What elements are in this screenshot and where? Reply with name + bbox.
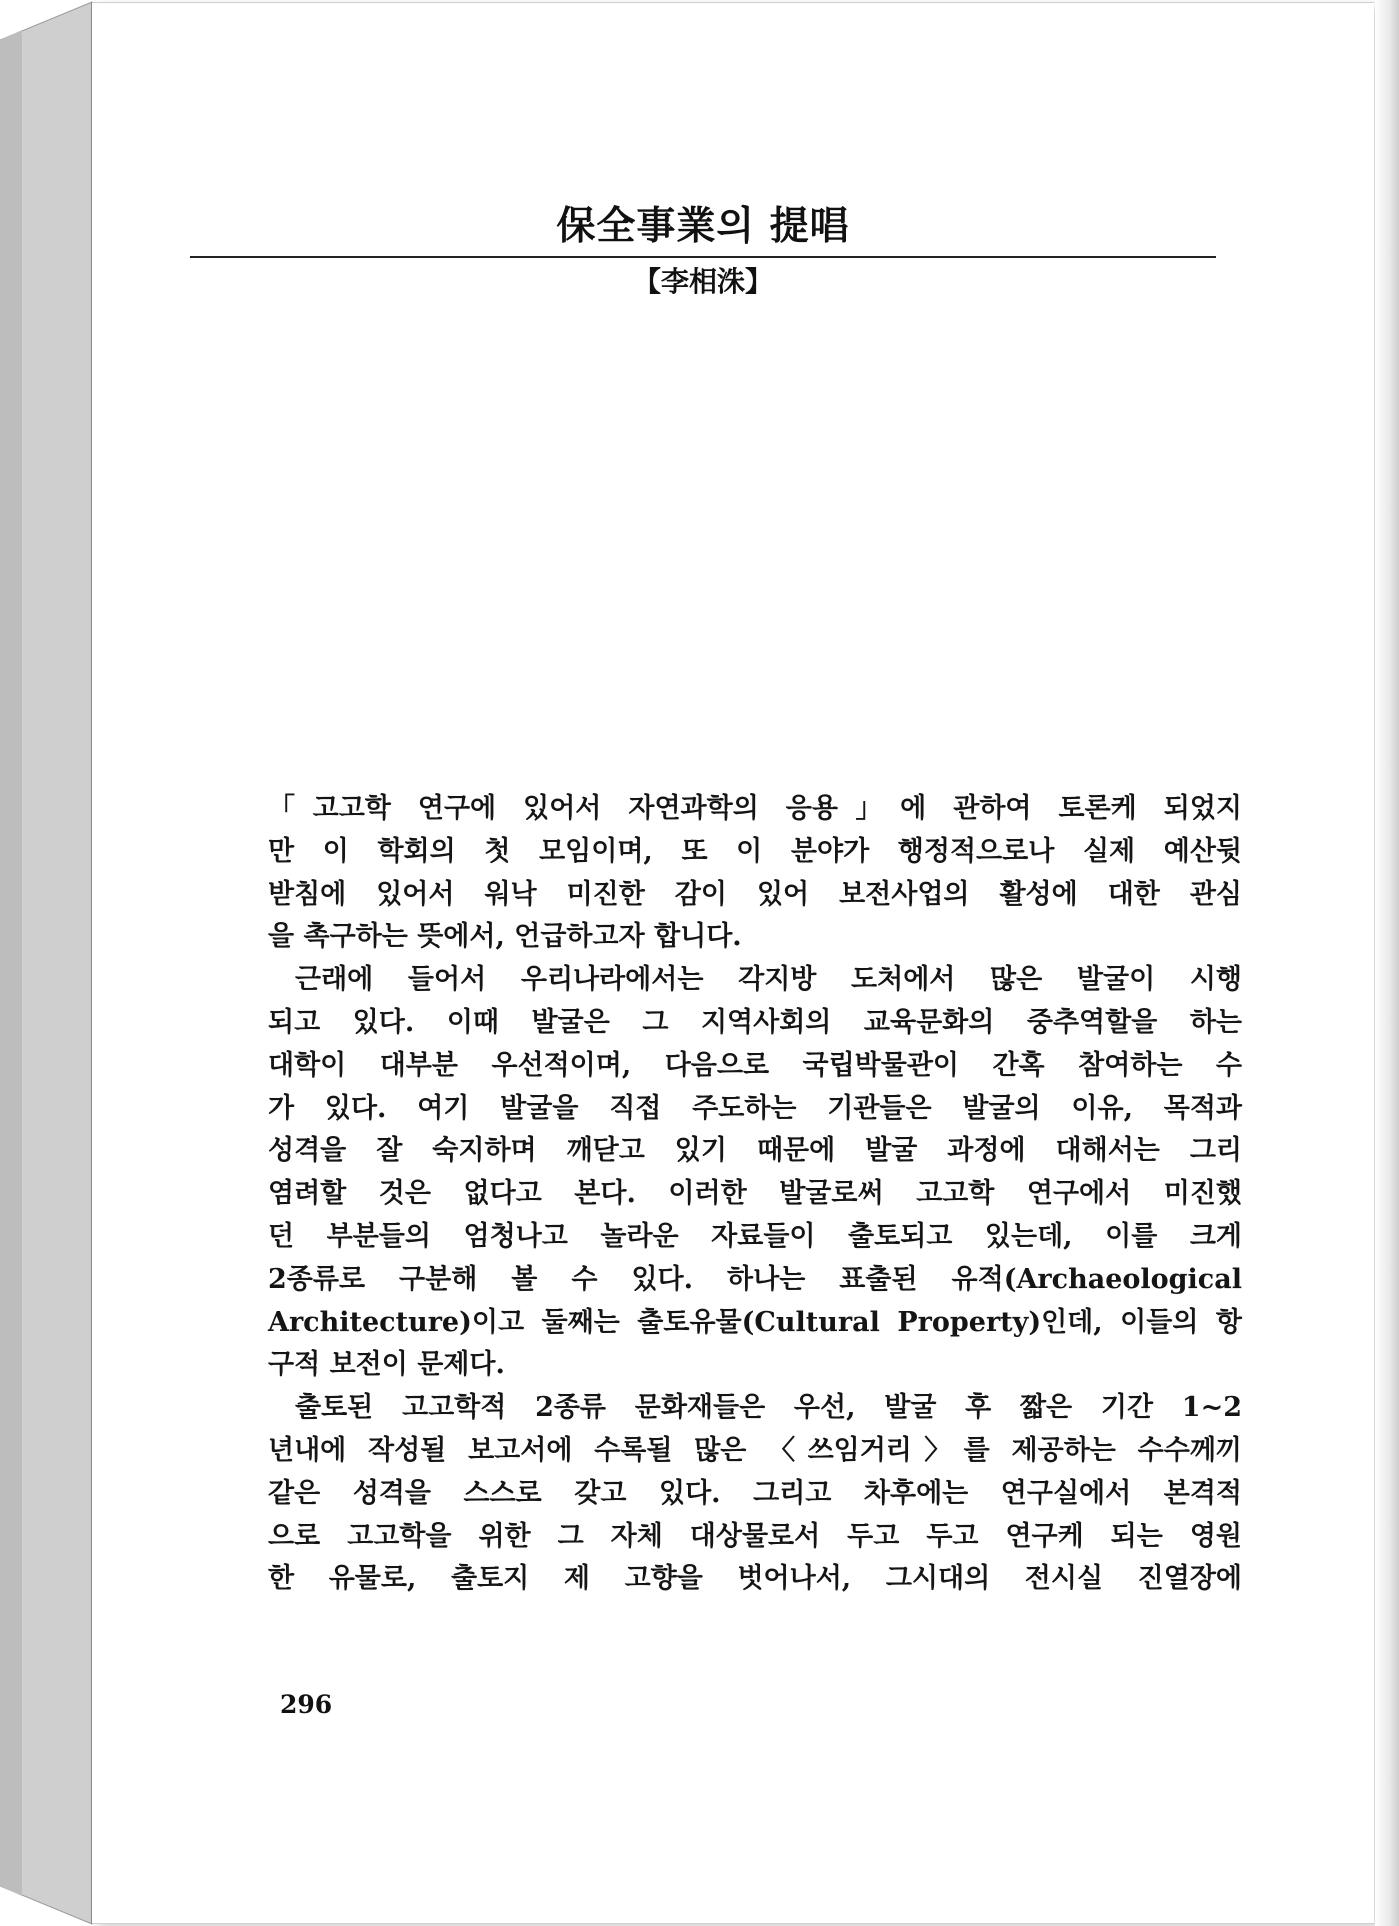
text-line: 「고고학 연구에 있어서 자연과학의 응용」에 관하여 토론케 되었지 xyxy=(268,793,1242,824)
text-line: 구적 보전이 문제다. xyxy=(268,1349,505,1381)
paragraph xyxy=(268,1387,1242,1601)
author: 【李相洙】 xyxy=(632,265,773,298)
title-block xyxy=(188,200,1218,252)
text-line: 근래에 들어서 우리나라에서는 각지방 도처에서 많은 발굴이 시행 xyxy=(295,964,1242,996)
text-line: 2종류로 구분해 볼 수 있다. 하나는 표출된 유적(Archaeological xyxy=(268,1263,1242,1295)
title-rule xyxy=(190,256,1216,258)
text-line: 던 부분들의 엄청나고 놀라운 자료들이 출토되고 있는데, 이를 크게 xyxy=(268,1220,1242,1252)
book-spine xyxy=(0,0,100,1926)
paragraph xyxy=(268,788,1242,959)
text-line: 년내에 작성될 보고서에 수록될 많은 〈쓰임거리〉를 제공하는 수수께끼 xyxy=(268,1434,1242,1466)
page-number: 296 xyxy=(280,1690,333,1719)
article-body xyxy=(268,788,1242,1601)
text-line: 같은 성격을 스스로 갖고 있다. 그리고 차후에는 연구실에서 본격적 xyxy=(268,1477,1242,1509)
text-line: 받침에 있어서 워낙 미진한 감이 있어 보전사업의 활성에 대한 관심 xyxy=(268,878,1242,910)
page-title: 保全事業의 提唱 xyxy=(556,203,850,249)
text-line: 가 있다. 여기 발굴을 직접 주도하는 기관들은 발굴의 이유, 목적과 xyxy=(268,1092,1242,1124)
text-line: 되고 있다. 이때 발굴은 그 지역사회의 교육문화의 중추역할을 하는 xyxy=(268,1006,1242,1038)
page-edge xyxy=(1375,0,1399,1926)
text-line: 을 촉구하는 뜻에서, 언급하고자 합니다. xyxy=(268,921,742,953)
text-line: 염려할 것은 없다고 본다. 이러한 발굴로써 고고학 연구에서 미진했 xyxy=(268,1178,1242,1210)
text-line: Architecture)이고 둘째는 출토유물(Cultural Property)인데, 이들의 항 xyxy=(268,1306,1242,1338)
text-line: 성격을 잘 숙지하며 깨닫고 있기 때문에 발굴 과정에 대해서는 그리 xyxy=(268,1135,1242,1167)
paragraph xyxy=(268,959,1242,1387)
text-line: 한 유물로, 출토지 제 고향을 벗어나서, 그시대의 전시실 진열장에 xyxy=(268,1563,1242,1595)
text-line: 만 이 학회의 첫 모임이며, 또 이 분야가 행정적으로나 실제 예산뒷 xyxy=(268,835,1242,867)
text-line: 출토된 고고학적 2종류 문화재들은 우선, 발굴 후 짧은 기간 1~2 xyxy=(295,1392,1242,1424)
text-line: 대학이 대부분 우선적이며, 다음으로 국립박물관이 간혹 참여하는 수 xyxy=(268,1049,1242,1081)
text-line: 으로 고고학을 위한 그 자체 대상물로서 두고 두고 연구케 되는 영원 xyxy=(268,1520,1242,1552)
